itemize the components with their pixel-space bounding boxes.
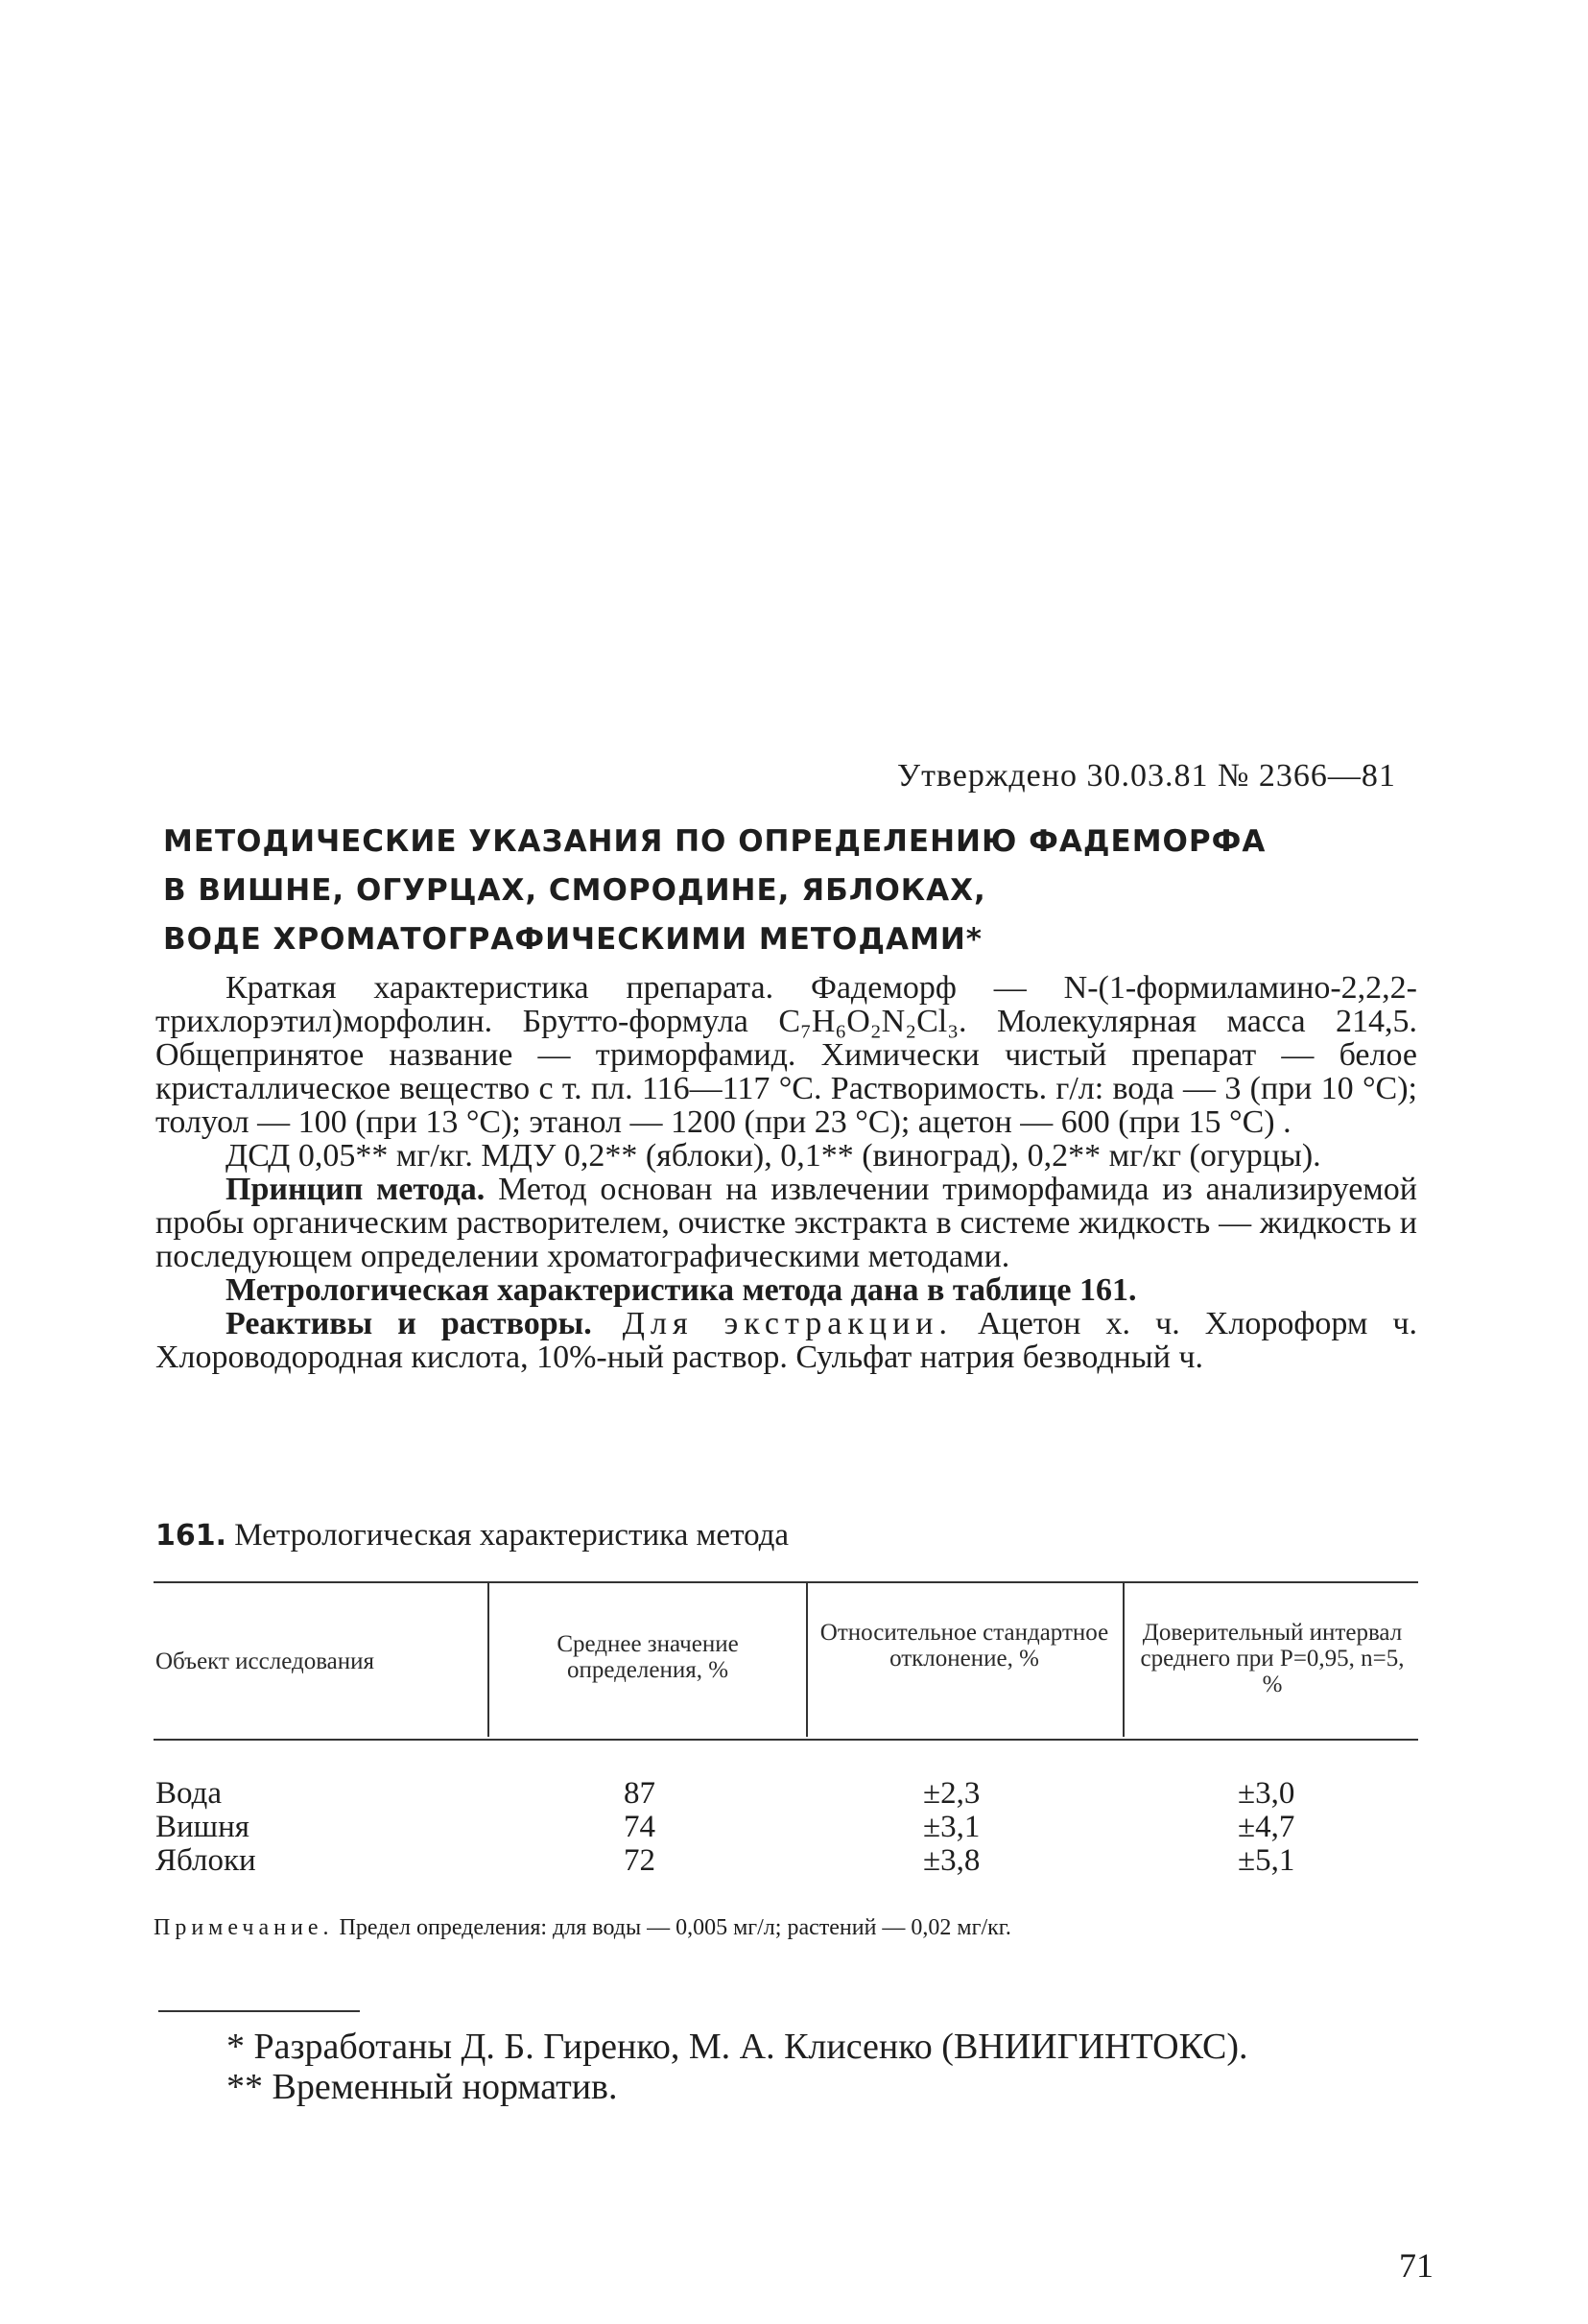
table-cell-rsd: ±2,3 xyxy=(923,1776,981,1811)
table-header-object: Объект исследования xyxy=(155,1648,375,1674)
table-number: 161. xyxy=(155,1519,227,1553)
table-cell-confidence: ±4,7 xyxy=(1238,1810,1295,1844)
title-line-1: МЕТОДИЧЕСКИЕ УКАЗАНИЯ ПО ОПРЕДЕЛЕНИЮ ФАДЕМОРФА xyxy=(163,824,1267,859)
paragraph-metrology: Метрологическая характеристика метода дана в таблице 161. xyxy=(225,1272,1137,1308)
table-cell-rsd: ±3,1 xyxy=(923,1810,981,1844)
paragraph-preparation: Краткая характеристика препарата. Фадеморф — N-(1-формиламино-2,2,2-трихлорэтил)морфолин. Брутто-формула C₇H₆O₂N₂Cl₃. Молекулярная масса 214,5. Общепринятое название — триморфамид. Химически чистый препарат — белое кристаллическое вещество с т. пл. 116—117 °С. Растворимость. г/л: вода — 3 (при 10 °С); толуол — 100 (при 13 °С); этанол — 1200 (при 23 °С); ацетон — 600 (при 15 °С) . xyxy=(155,970,1417,1140)
footnote-temporary: ** Временный норматив. xyxy=(226,2067,618,2107)
table-cell-mean: 87 xyxy=(624,1776,655,1811)
note-text: Предел определения: для воды — 0,005 мг/л; растений — 0,02 мг/кг. xyxy=(333,1915,1011,1940)
table-note xyxy=(154,1913,1418,1942)
table-header-confidence: Доверительный интервал среднего при P=0,95, n=5, % xyxy=(1140,1620,1405,1697)
extraction-label: Для экстракции. xyxy=(591,1306,953,1341)
principle-heading: Принцип метода. xyxy=(225,1172,486,1207)
title-line-3: ВОДЕ ХРОМАТОГРАФИЧЕСКИМИ МЕТОДАМИ* xyxy=(163,922,984,957)
table-cell-confidence: ±5,1 xyxy=(1238,1843,1295,1878)
reagents-text: Ацетон х. ч. Хлороформ ч. Хлороводородная кислота, 10%-ный раствор. Сульфат натрия безводный ч. xyxy=(155,1306,1418,1375)
table-header-mean: Среднее значение определения, % xyxy=(557,1631,739,1683)
table-cell-rsd: ±3,8 xyxy=(923,1843,981,1878)
paragraph-principle xyxy=(155,1173,1417,1273)
table-cell-confidence: ±3,0 xyxy=(1238,1776,1295,1811)
principle-text: Метод основан на извлечении триморфамида из анализируемой пробы органическим растворителем, очистке экстракта в системе жидкость — жидкость и последующем определении хроматографическими методами. xyxy=(155,1172,1417,1274)
table-cell-object: Вода xyxy=(155,1776,222,1811)
paragraph-limits: ДСД 0,05** мг/кг. МДУ 0,2** (яблоки), 0,1** (виноград), 0,2** мг/кг (огурцы). xyxy=(225,1138,1321,1174)
table-column-divider xyxy=(806,1583,808,1737)
footnote-separator xyxy=(158,2010,360,2012)
table-column-divider xyxy=(1123,1583,1125,1737)
reagents-heading: Реактивы и растворы. xyxy=(225,1306,592,1341)
table-top-rule xyxy=(154,1581,1418,1583)
approval-line: Утверждено 30.03.81 № 2366—81 xyxy=(897,758,1396,794)
document-title xyxy=(163,818,1410,964)
table-header-rule xyxy=(154,1739,1418,1741)
table-header-rsd: Относительное стандартное отклонение, % xyxy=(819,1620,1109,1672)
table-cell-mean: 72 xyxy=(624,1843,655,1878)
page-number: 71 xyxy=(1399,2246,1434,2285)
footnotes xyxy=(226,2027,1426,2107)
table-caption xyxy=(155,1518,1211,1553)
table-cell-mean: 74 xyxy=(624,1810,655,1844)
paragraph-reagents xyxy=(155,1307,1417,1374)
note-label: Примечание. xyxy=(154,1915,334,1940)
table-caption-text: Метрологическая характеристика метода xyxy=(226,1518,790,1553)
title-line-2: В ВИШНЕ, ОГУРЦАХ, СМОРОДИНЕ, ЯБЛОКАХ, xyxy=(163,873,986,908)
table-column-divider xyxy=(487,1583,489,1737)
table-cell-object: Яблоки xyxy=(155,1843,256,1878)
footnote-authors: * Разработаны Д. Б. Гиренко, М. А. Клисенко (ВНИИГИНТОКС). xyxy=(226,2027,1248,2067)
body-text xyxy=(155,971,1417,1374)
table-cell-object: Вишня xyxy=(155,1810,249,1844)
